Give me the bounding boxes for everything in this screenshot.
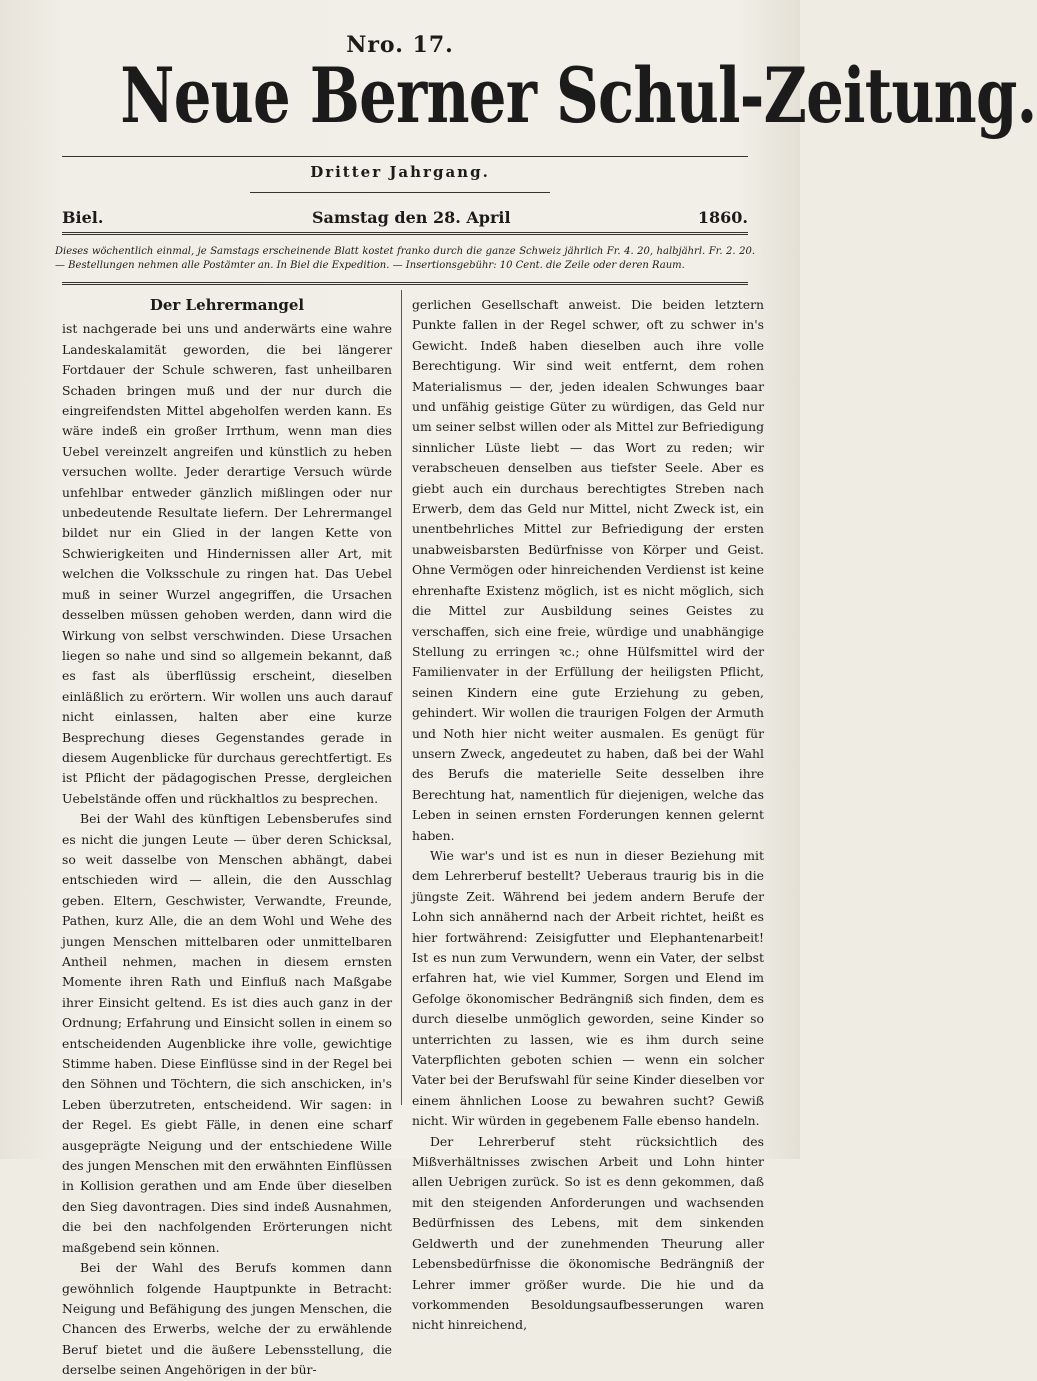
article-paragraph: Bei der Wahl des Berufs kommen dann gewöhnlich folgende Hauptpunkte in Betracht: Neigung und Befähigung des jungen Menschen, die Chancen des Erwerbs, welche der zu erwählende Beruf bietet und die äußere Lebensstellung, die derselbe seinen Angehörigen in der bür- [62, 1260, 392, 1378]
volume-label: Dritter Jahrgang. [310, 163, 490, 181]
article-paragraph: Wie war's und ist es nun in dieser Beziehung mit dem Lehrerberuf bestellt? Ueberaus traurig bis in die jüngste Zeit. Während bei jedem andern Berufe der Lohn sich annähernd nach der Arbeit richtet, heißt es hier fortwährend: Zeisigfutter und Elephantenarbeit! Ist es nun zum Verwundern, wenn ein Vater, der selbst erfahren hat, wie viel Kummer, Sorgen und Elend im Gefolge ökonomischer Bedrängniß sich finden, dem es durch dieselbe unmöglich geworden, seine Kinder so unterrichten zu lassen, wie es ihm durch seine Vaterpflichten geboten schien — wenn ein solcher Vater bei der Berufswahl für seine Kinder dieselben vor einem ähnlichen Loose zu bewahren sucht? Gewiß nicht. Wir würden in gegebenem Falle ebenso handeln. [412, 847, 764, 1129]
masthead-title: Neue Berner Schul-Zeitung. [120, 51, 1037, 140]
dateline-rule [62, 232, 748, 235]
volume-rule [250, 192, 550, 193]
article-column-right [412, 295, 764, 1336]
article-paragraph: gerlichen Gesellschaft anweist. Die beiden letztern Punkte fallen in der Regel schwer, oft zu schwer in's Gewicht. Indeß haben dieselben auch ihre volle Berechtigung. Wir sind weit entfernt, dem rohen Materialismus — der, jeden idealen Schwunges baar und unfähig geistige Güter zu würdigen, das Geld nur um seiner selbst willen oder als Mittel zur Befriedigung sinnlicher Lüste liebt — das Wort zu reden; wir verabscheuen denselben aus tiefster Seele. Aber es giebt auch ein durchaus berechtigtes Streben nach Erwerb, dem das Geld nur Mittel, nicht Zweck ist, ein unentbehrliches Mittel zur Befriedigung der ersten unabweisbarsten Bedürfnisse von Körper und Geist. Ohne Vermögen oder hinreichenden Verdienst ist keine ehrenhafte Existenz möglich, ist es nicht möglich, sich die Mittel zur Ausbildung seines Geistes zu verschaffen, sich eine freie, würdige und unabhängige Stellung zu erringen ꝛc.; ohne Hülfsmittel wird der Familienvater in der Erfüllung der heiligsten Pflicht, seinen Kindern eine gute Erziehung zu geben, gehindert. Wir wollen die traurigen Folgen der Armuth und Noth hier nicht weiter ausmalen. Es genügt für unsern Zweck, angedeutet zu haben, daß bei der Wahl des Berufs die materielle Seite desselben ihre Berechtung hat, namentlich für diejenigen, welche das Leben in seinen ernsten Forderungen kennen gelernt haben. [412, 297, 764, 843]
masthead-rule [62, 156, 748, 157]
issue-number: Nro. 17. [346, 32, 454, 58]
column-divider [401, 290, 402, 1105]
subscription-notice: Dieses wöchentlich einmal, je Samstags erscheinende Blatt kostet franko durch die ganze Schweiz jährlich Fr. 4. 20, halbjährl. Fr. 2. 20. — Bestellungen nehmen alle Postämter an. In Biel die Expedition. — Insertionsgebühr: 10 Cent. die Zeile oder deren Raum. [55, 246, 755, 271]
place: Biel. [62, 208, 104, 227]
article-paragraph: ist nachgerade bei uns und anderwärts eine wahre Landeskalamität geworden, die bei längerer Fortdauer der Schule schweren, fast unheilbaren Schaden bringen muß und der nur durch die eingreifendsten Mittel abgeholfen werden kann. Es wäre indeß ein großer Irrthum, wenn man dies Uebel vereinzelt angreifen und künstlich zu heben versuchen wollte. Jeder derartige Versuch würde unfehlbar entweder gänzlich mißlingen oder nur unbedeutende Resultate liefern. Der Lehrermangel bildet nur ein Glied in der langen Kette von Schwierigkeiten und Hindernissen aller Art, mit welchen die Volksschule zu ringen hat. Das Uebel muß in seiner Wurzel angegriffen, die Ursachen desselben müssen gehoben werden, dann wird die Wirkung von selbst verschwinden. Diese Ursachen liegen so nahe und sind so allgemein bekannt, daß es fast als überflüssig erscheint, dieselben einläßlich zu erörtern. Wir wollen uns auch darauf nicht einlassen, halten aber eine kurze Besprechung dieses Gegenstandes gerade in diesem Augenblicke für durchaus gerechtfertigt. Es ist Pflicht der pädagogischen Presse, dergleichen Uebelstände offen und rückhaltlos zu besprechen. [62, 321, 392, 806]
article-column-left [62, 295, 392, 1381]
issue-year: 1860. [697, 208, 748, 227]
issue-date: Samstag den 28. April [312, 208, 511, 227]
article-paragraph: Der Lehrerberuf steht rücksichtlich des Mißverhältnisses zwischen Arbeit und Lohn hinter allen Uebrigen zurück. So ist es denn gekommen, daß mit den steigenden Anforderungen und wachsenden Bedürfnissen des Lebens, mit dem sinkenden Geldwerth und der zunehmenden Theurung aller Lebensbedürfnisse die ökonomische Bedrängniß der Lehrer immer größer wurde. Die hie und da vorkommenden Besoldungsaufbesserungen waren nicht hinreichend, [412, 1133, 764, 1333]
article-title: Der Lehrermangel [149, 296, 305, 314]
article-paragraph: Bei der Wahl des künftigen Lebensberufes sind es nicht die jungen Leute — über deren Schicksal, so weit dasselbe von Menschen abhängt, dabei entschieden wird — allein, die den Ausschlag geben. Eltern, Geschwister, Verwandte, Freunde, Pathen, kurz Alle, die an dem Wohl und Wehe des jungen Menschen mittelbaren oder unmittelbaren Antheil nehmen, machen in diesem ernsten Momente ihren Rath und Einfluß nach Maßgabe ihrer Einsicht geltend. Es ist dies auch ganz in der Ordnung; Erfahrung und Einsicht sollen in einem so entscheidenden Augenblicke ihre volle, gewichtige Stimme haben. Diese Einflüsse sind in der Regel bei den Söhnen und Töchtern, die sich anschicken, in's Leben überzutreten, entscheidend. Wir sagen: in der Regel. Es giebt Fälle, in denen eine scharf ausgeprägte Neigung und der entschiedene Wille des jungen Menschen mit den erwähnten Einflüssen in Kollision gerathen und am Ende über dieselben den Sieg davontragen. Dies sind indeß Ausnahmen, die bei den nachfolgenden Erörterungen nicht maßgebend sein können. [62, 811, 392, 1255]
notice-rule [62, 282, 748, 285]
